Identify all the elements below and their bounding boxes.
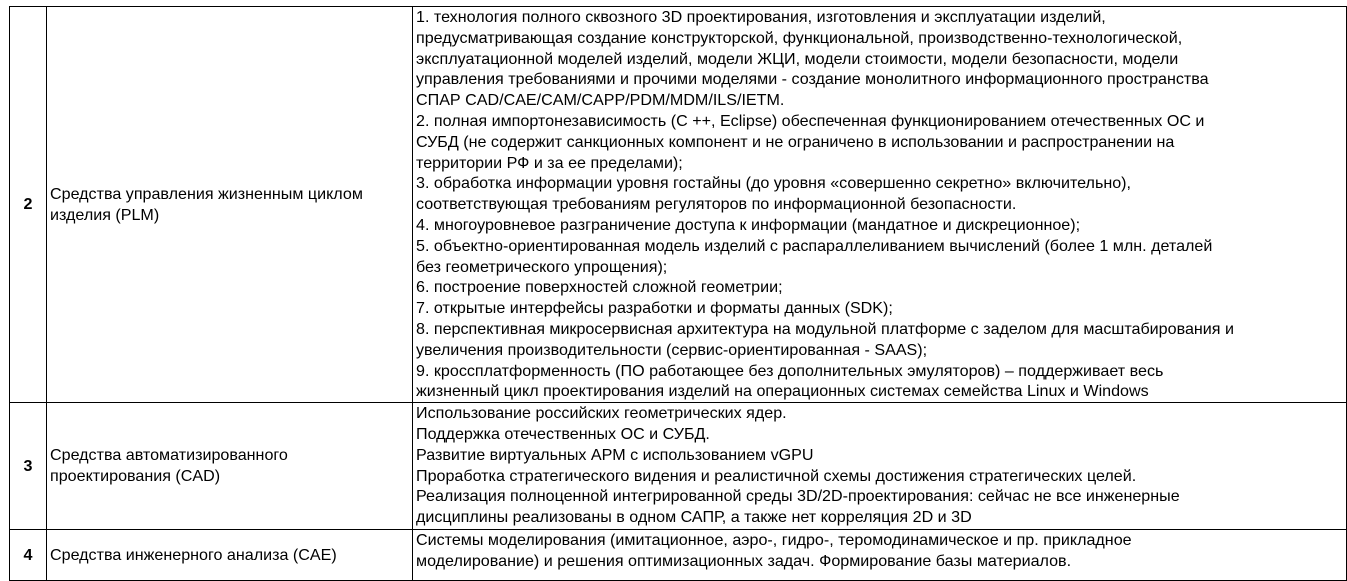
description-line: СПАР CAD/CAE/CAM/CAPP/PDM/MDM/ILS/IETM. (416, 91, 785, 110)
description-line: Системы моделирования (имитационное, аэро-, гидро-, теромодинамическое и пр. прикладное (416, 531, 1132, 550)
requirements-table (9, 6, 1347, 581)
table-row (10, 403, 1347, 530)
row-name-line: Средства управления жизненным циклом (50, 184, 363, 203)
description-line: территории РФ и за ее пределами); (416, 153, 683, 172)
description-line: Проработка стратегического видения и реалистичной схемы достижения стратегических целей. (416, 466, 1137, 485)
description-line: эксплуатационной моделей изделий, модели ЖЦИ, модели стоимости, модели безопасности, модели (416, 49, 1179, 68)
row-description (413, 530, 1347, 581)
row-number: 2 (10, 7, 47, 403)
row-name-line: Средства инженерного анализа (CAE) (50, 545, 337, 564)
description-line: 3. обработка информации уровня гостайны (до уровня «совершенно секретно» включительно), (416, 174, 1131, 193)
description-line: 1. технология полного сквозного 3D проектирования, изготовления и эксплуатации изделий, (416, 8, 1106, 26)
description-line: 4. многоуровневое разграничение доступа к информации (мандатное и дискреционное); (416, 215, 1081, 234)
description-line: СУБД (не содержит санкционных компонент и не ограничено в использовании и распространении на (416, 132, 1175, 151)
row-description (413, 7, 1347, 403)
table-row (10, 7, 1347, 403)
description-line: Поддержка отечественных ОС и СУБД. (416, 424, 710, 443)
description-line: 2. полная импортонезависимость (С ++, Eclipse) обеспеченная функционированием отечественных ОС и (416, 111, 1205, 130)
description-line: моделирование) и решения оптимизационных задач. Формирование базы материалов. (416, 551, 1072, 570)
description-line: предусматривающая создание конструкторской, функциональной, производственно-технологической, (416, 28, 1183, 47)
table-row (10, 530, 1347, 581)
description-line: 5. объектно-ориентированная модель изделий с распараллеливанием вычислений (более 1 млн. деталей (416, 236, 1213, 255)
description-line: без геометрического упрощения); (416, 257, 668, 276)
description-line: Реализация полноценной интегрированной среды 3D/2D-проектирования: сейчас не все инженерные (416, 487, 1180, 506)
row-name-line: проектирования (CAD) (50, 467, 221, 486)
row-name-line: изделия (PLM) (50, 205, 160, 224)
row-name (47, 403, 413, 530)
description-line: Развитие виртуальных АРМ с использованием vGPU (416, 445, 814, 464)
description-line: 7. открытые интерфейсы разработки и форматы данных (SDK); (416, 299, 893, 318)
row-number: 3 (10, 403, 47, 530)
description-line: дисциплины реализованы в одном САПР, а также нет корреляция 2D и 3D (416, 508, 972, 527)
description-line: жизненный цикл проектирования изделий на операционных системах семейства Linux и Windows (416, 382, 1149, 401)
description-line: управления требованиями и прочими моделями - создание монолитного информационного пространства (416, 70, 1209, 89)
row-description (413, 403, 1347, 530)
description-line: увеличения производительности (сервис-ориентированная - SAAS); (416, 340, 928, 359)
description-line: Использование российских геометрических ядер. (416, 404, 787, 423)
description-line: 6. построение поверхностей сложной геометрии; (416, 278, 783, 297)
description-line: 9. кроссплатформенность (ПО работающее без дополнительных эмуляторов) – поддерживает весь (416, 361, 1164, 380)
row-name-line: Средства автоматизированного (50, 446, 288, 465)
description-line: 8. перспективная микросервисная архитектура на модульной платформе с заделом для масштабирования и (416, 319, 1234, 338)
row-name (47, 7, 413, 403)
row-name (47, 530, 413, 581)
description-line: соответствующая требованиям регуляторов по информационной безопасности. (416, 195, 1017, 214)
row-number: 4 (10, 530, 47, 581)
